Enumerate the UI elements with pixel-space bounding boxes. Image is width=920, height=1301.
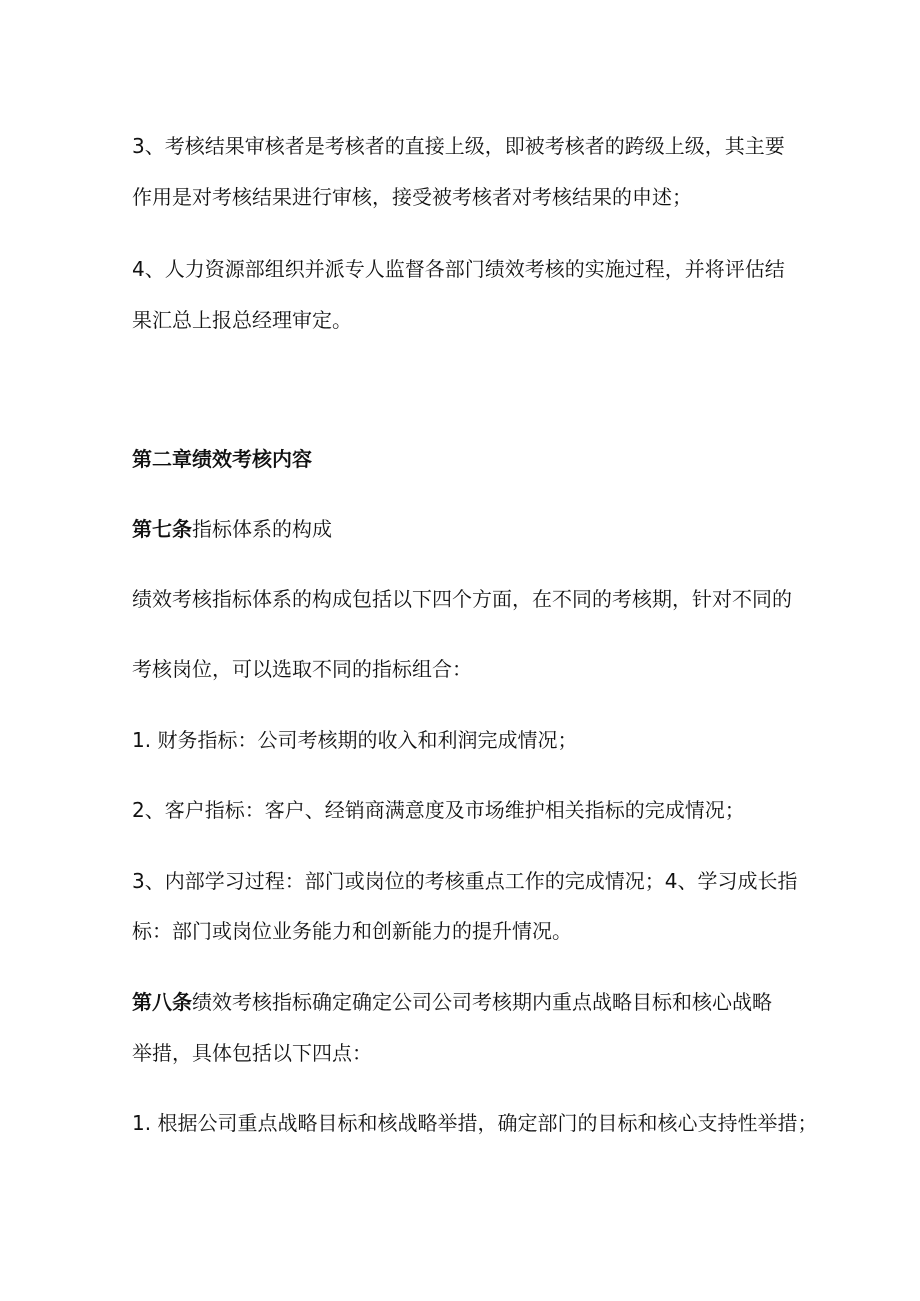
- indicator-1: 1. 财务指标：公司考核期的收入和利润完成情况；: [132, 728, 578, 752]
- item-3-line-1: 3、考核结果审核者是考核者的直接上级，即被考核者的跨级上级，其主要: [132, 134, 785, 158]
- indicator-3-line-2: 标：部门或岗位业务能力和创新能力的提升情况。: [132, 919, 572, 943]
- article-8-line-2: 举措，具体包括以下四点：: [132, 1041, 372, 1065]
- article-8-line-1: [132, 989, 812, 1015]
- article-8-label: 第八条: [132, 990, 192, 1014]
- article-8-text: 绩效考核指标确定确定公司公司考核期内重点战略目标和核心战略: [192, 990, 772, 1014]
- item-3-line-2: 作用是对考核结果进行审核，接受被考核者对考核结果的申述；: [132, 185, 692, 209]
- article-7-label: 第七条: [132, 517, 192, 541]
- indicator-2: 2、客户指标：客户、经销商满意度及市场维护相关指标的完成情况；: [132, 798, 745, 822]
- article-7-title: 指标体系的构成: [192, 517, 332, 541]
- article-7-heading: [132, 516, 812, 542]
- item-4-line-1: 4、人力资源部组织并派专人监督各部门绩效考核的实施过程，并将评估结: [132, 257, 785, 281]
- article-7-intro-line-1: 绩效考核指标体系的构成包括以下四个方面，在不同的考核期，针对不同的: [132, 587, 792, 611]
- article-8-point-1: 1. 根据公司重点战略目标和核战略举措，确定部门的目标和核心支持性举措；: [132, 1111, 818, 1135]
- article-7-intro-line-2: 考核岗位，可以选取不同的指标组合：: [132, 657, 472, 681]
- chapter-heading: 第二章绩效考核内容: [132, 447, 312, 471]
- indicator-3-line-1: 3、内部学习过程：部门或岗位的考核重点工作的完成情况；4、学习成长指: [132, 869, 798, 893]
- item-4-line-2: 果汇总上报总经理审定。: [132, 308, 352, 332]
